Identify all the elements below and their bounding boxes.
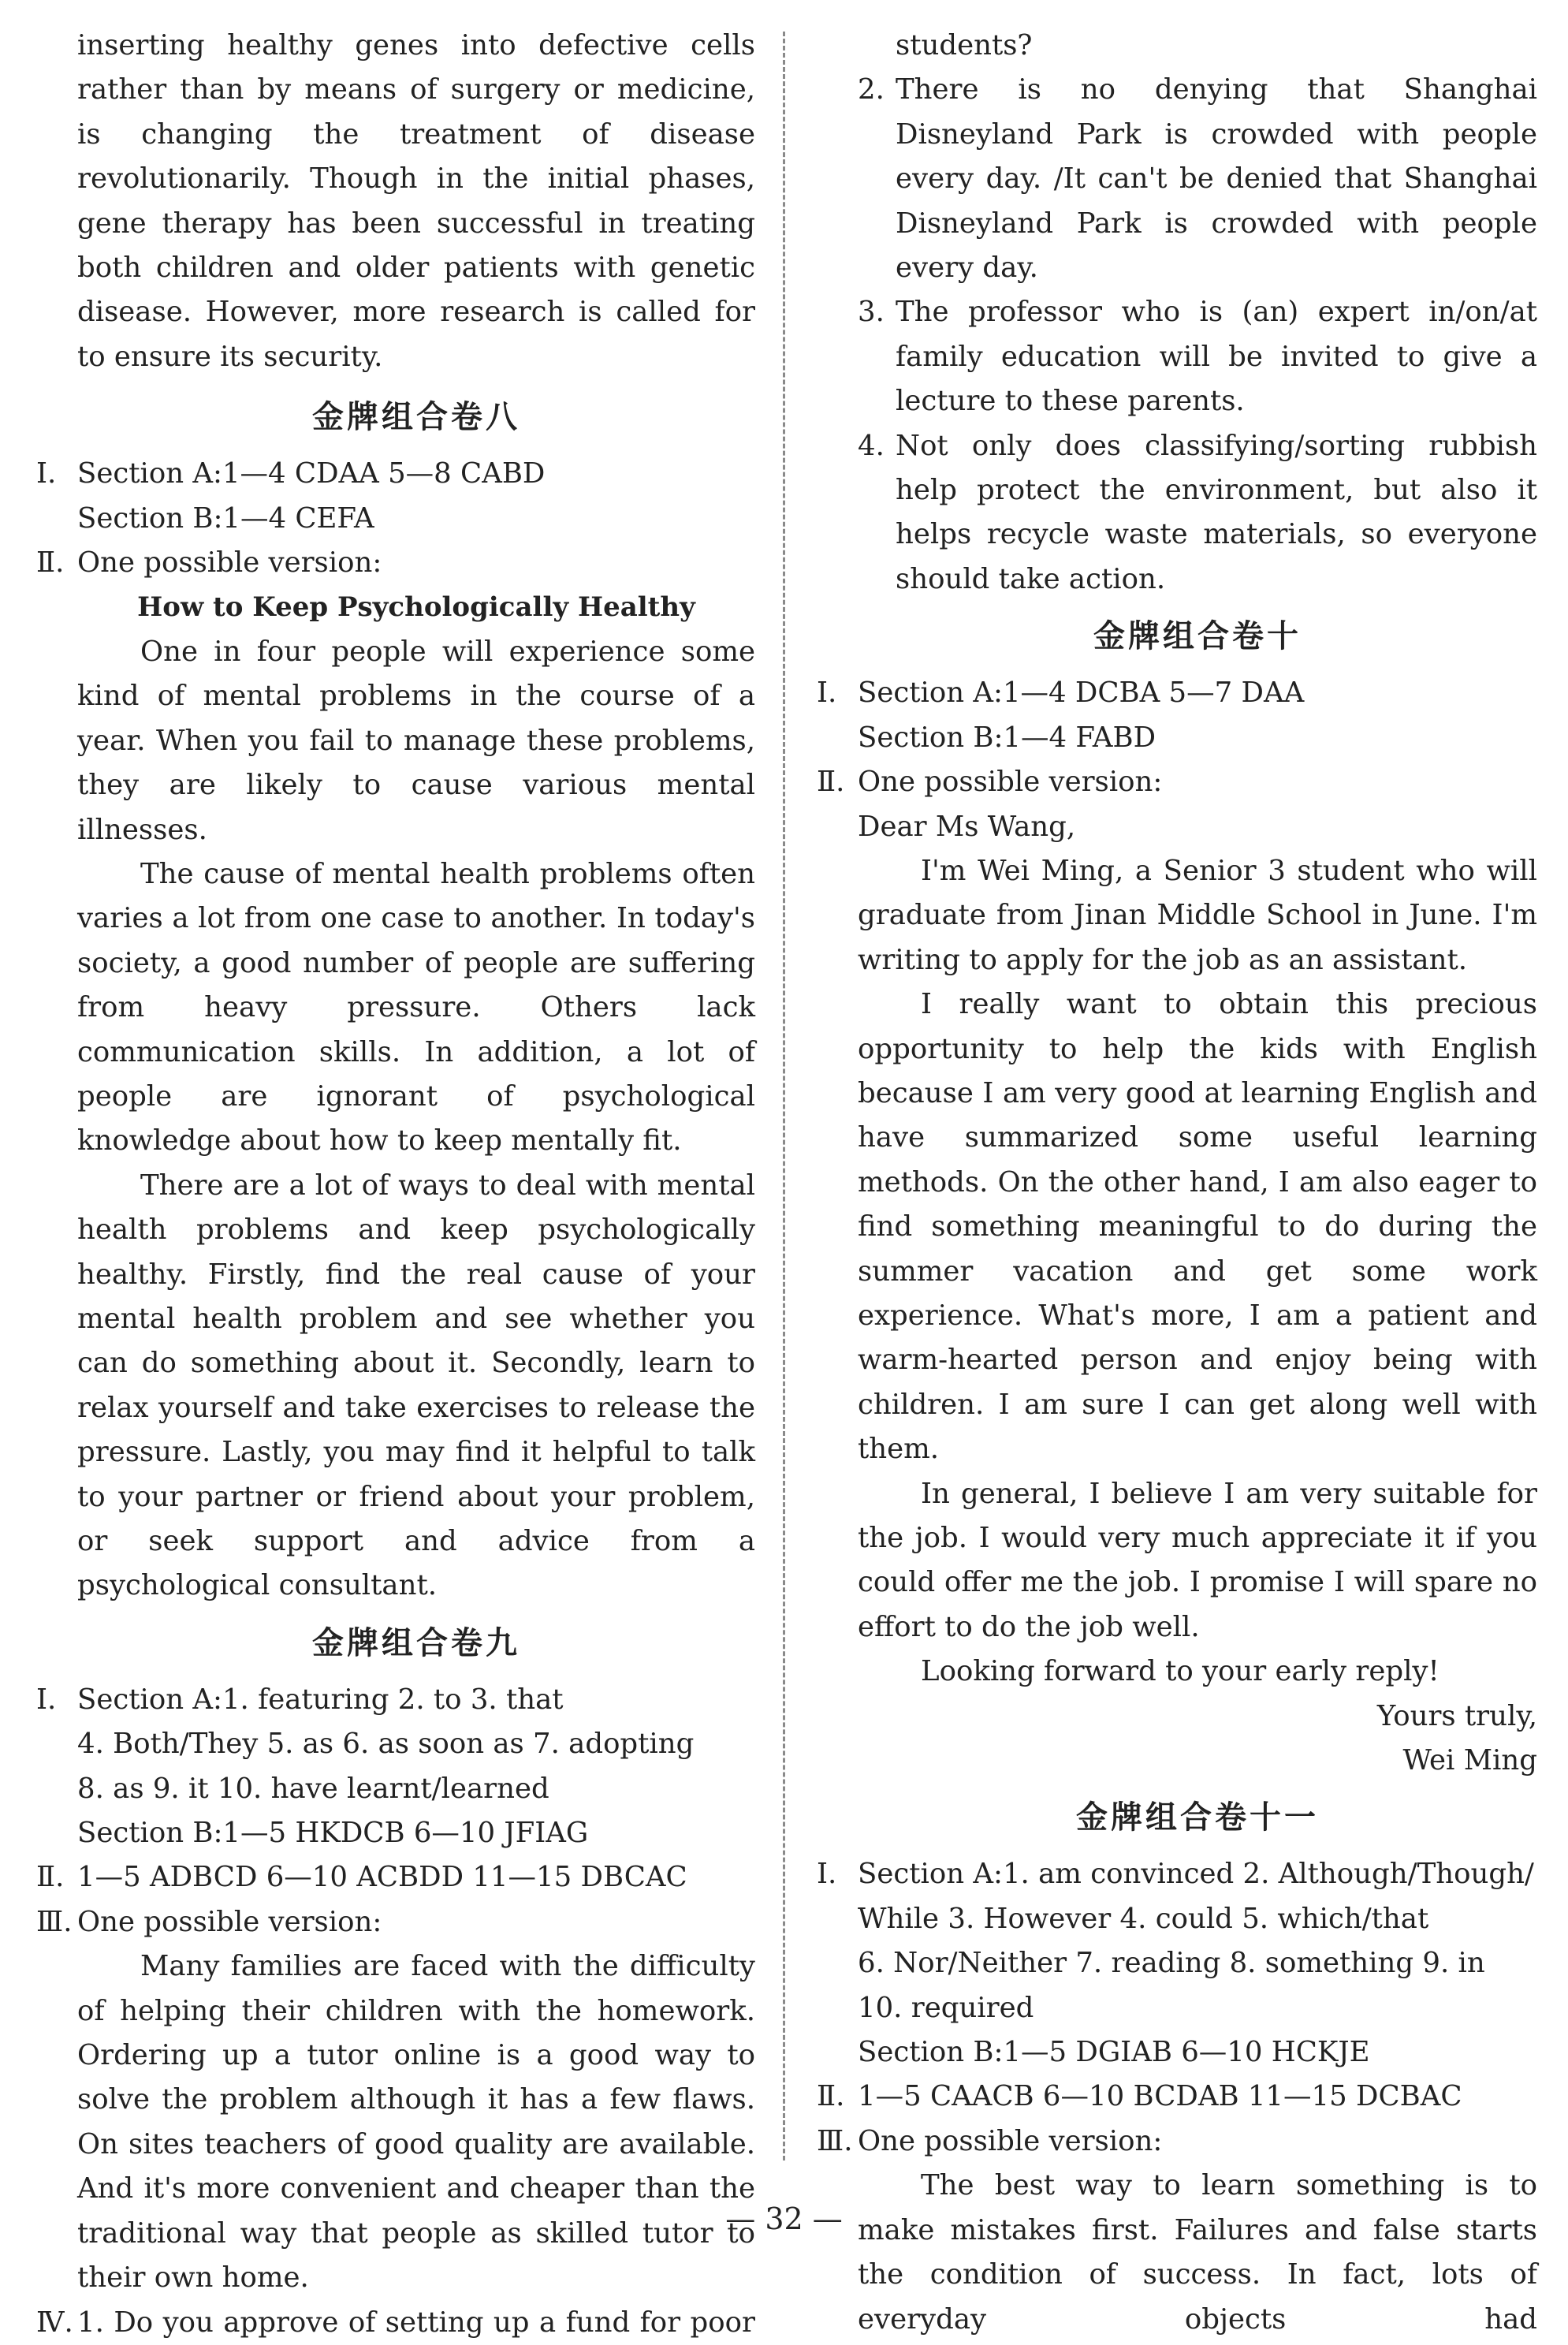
part-label: Ⅲ. xyxy=(36,1905,73,1938)
part-label: Ⅲ. xyxy=(817,2124,853,2157)
letter-signature: Wei Ming xyxy=(1402,1744,1537,1777)
item-number: 2. xyxy=(858,73,885,106)
essay-paragraph: The cause of mental health problems often varies a lot from one case to another. In today's society, a good number of people are suffering from heavy pressure. Others lack communication skills. In addition, a lot of people are ignorant of psychological knowledge about how to keep mentally fit. xyxy=(77,857,755,1158)
part-label: Ⅳ. xyxy=(36,2306,73,2339)
essay-paragraph: The best way to learn something is to make mistakes first. Failures and false starts the condition of success. In fact, lots of everyday objects had xyxy=(858,2169,1537,2336)
paper8-part1 xyxy=(36,452,755,541)
translation-item xyxy=(858,290,1537,423)
continued-line: students? xyxy=(896,29,1033,62)
answer-line: 10. required xyxy=(858,1991,1034,2024)
paper11-part3 xyxy=(817,2119,1537,2164)
answer-line: One possible version: xyxy=(858,2124,1163,2157)
heading-paper-11: 金牌组合卷十一 xyxy=(1076,1799,1319,1836)
translation-item xyxy=(858,424,1537,602)
answer-line: Section B:1—4 CEFA xyxy=(77,501,374,535)
essay-paragraph: There are a lot of ways to deal with mental health problems and keep psychologically healthy. Firstly, find the real cause of your mental health problem and see whether you can do something about it. Secondly, learn to relax yourself and take exercises to release the pressure. Lastly, you may find it helpful to talk to your partner or friend about your problem, or seek support and advice from a psychological consultant. xyxy=(77,1169,755,1602)
heading-paper-10: 金牌组合卷十 xyxy=(1093,618,1302,655)
item-text: There is no denying that Shanghai Disneyland Park is crowded with people every day. /It can't be denied that Shanghai Disneyland Park is crowded with people every day. xyxy=(896,73,1537,285)
right-column xyxy=(817,24,1537,2342)
answer-line: Section A:1—4 CDAA 5—8 CABD xyxy=(77,457,546,490)
part-label: Ⅰ. xyxy=(817,677,837,710)
part-label: Ⅰ. xyxy=(36,1683,57,1716)
heading-paper-9: 金牌组合卷九 xyxy=(312,1624,520,1661)
part-label: Ⅰ. xyxy=(36,457,57,490)
answer-line: Section B:1—4 FABD xyxy=(858,721,1156,754)
translation-item xyxy=(858,68,1537,290)
letter-paragraph: I'm Wei Ming, a Senior 3 student who will graduate from Jinan Middle School in June. I'm writing to apply for the job as an assistant. xyxy=(858,854,1537,976)
answer-line: One possible version: xyxy=(77,546,382,580)
paper8-part2 xyxy=(36,541,755,585)
part-label: Ⅱ. xyxy=(817,766,845,799)
left-column xyxy=(36,24,755,2345)
essay-title: How to Keep Psychologically Healthy xyxy=(137,591,695,624)
intro-paragraph: inserting healthy genes into defective cells rather than by means of surgery or medicine, is changing the treatment of disease revolutionarily. Though in the initial phases, gene therapy has been successful in treating both children and older patients with genetic disease. However, more research is called for to ensure its security. xyxy=(77,29,755,373)
item-number: 4. xyxy=(858,429,885,462)
part-label: Ⅱ. xyxy=(817,2080,845,2113)
answer-line: Section A:1. am convinced 2. Although/Though/ xyxy=(858,1858,1534,1891)
item-number: 3. xyxy=(858,296,885,329)
paper10-part1 xyxy=(817,671,1537,760)
item-text: The professor who is (an) expert in/on/at family education will be invited to give a lecture to these parents. xyxy=(896,296,1537,418)
part-label: Ⅱ. xyxy=(36,546,65,580)
answer-line: Section B:1—5 DGIAB 6—10 HCKJE xyxy=(858,2036,1370,2069)
item-text: Not only does classifying/sorting rubbish help protect the environment, but also it helps recycle waste materials, so everyone should take action. xyxy=(896,429,1537,595)
answer-line: 1. Do you approve of setting up a fund for poor xyxy=(77,2306,755,2339)
letter-greeting: Dear Ms Wang, xyxy=(858,810,1076,843)
part-label: Ⅰ. xyxy=(817,1858,837,1891)
answer-line: 8. as 9. it 10. have learnt/learned xyxy=(77,1772,549,1805)
answer-line: One possible version: xyxy=(858,766,1163,799)
paper11-part2 xyxy=(817,2075,1537,2119)
letter-paragraph: In general, I believe I am very suitable for the job. I would very much appreciate it if you could offer me the job. I promise I will spare no effort to do the job well. xyxy=(858,1477,1537,1643)
paper9-part1 xyxy=(36,1678,755,1856)
paper9-part4 xyxy=(36,2301,755,2345)
part-label: Ⅱ. xyxy=(36,1861,65,1894)
letter-paragraph: I really want to obtain this precious opportunity to help the kids with English because I am very good at learning English and have summarized some useful learning methods. On the other hand, I am also eager to find something meaningful to do during the summer vacation and get some work experience. What's more, I am a patient and warm-hearted person and enjoy being with children. I am sure I can get along well with them. xyxy=(858,988,1537,1466)
essay-paragraph: One in four people will experience some kind of mental problems in the course of a year. When you fail to manage these problems, they are likely to cause various mental illnesses. xyxy=(77,635,755,846)
paper9-part2 xyxy=(36,1855,755,1899)
heading-paper-8: 金牌组合卷八 xyxy=(312,399,520,436)
answer-line: One possible version: xyxy=(77,1905,382,1938)
page-number: — 32 — xyxy=(725,2201,843,2236)
answer-line: While 3. However 4. could 5. which/that xyxy=(858,1902,1429,1935)
letter-closing: Yours truly, xyxy=(1376,1699,1537,1732)
answer-line: 1—5 ADBCD 6—10 ACBDD 11—15 DBCAC xyxy=(77,1861,687,1894)
answer-line: Section A:1. featuring 2. to 3. that xyxy=(77,1683,564,1716)
answer-line: 6. Nor/Neither 7. reading 8. something 9. in xyxy=(858,1947,1485,1980)
column-divider xyxy=(783,32,785,2160)
answer-line: 4. Both/They 5. as 6. as soon as 7. adopting xyxy=(77,1728,695,1761)
essay-paragraph: Many families are faced with the difficulty of helping their children with the homework. Ordering up a tutor online is a good way to solve the problem although it has a few flaws. On sites teachers of good quality are available. And it's more convenient and cheaper than the traditional way that people as skilled tutor to their own home. xyxy=(77,1950,755,2295)
answer-line: Section B:1—5 HKDCB 6—10 JFIAG xyxy=(77,1817,589,1850)
paper11-part1 xyxy=(817,1852,1537,2075)
paper9-part3 xyxy=(36,1900,755,1944)
answer-line: 1—5 CAACB 6—10 BCDAB 11—15 DCBAC xyxy=(858,2080,1462,2113)
answer-line: Section A:1—4 DCBA 5—7 DAA xyxy=(858,677,1305,710)
letter-paragraph: Looking forward to your early reply! xyxy=(921,1655,1440,1688)
paper10-part2 xyxy=(817,760,1537,804)
